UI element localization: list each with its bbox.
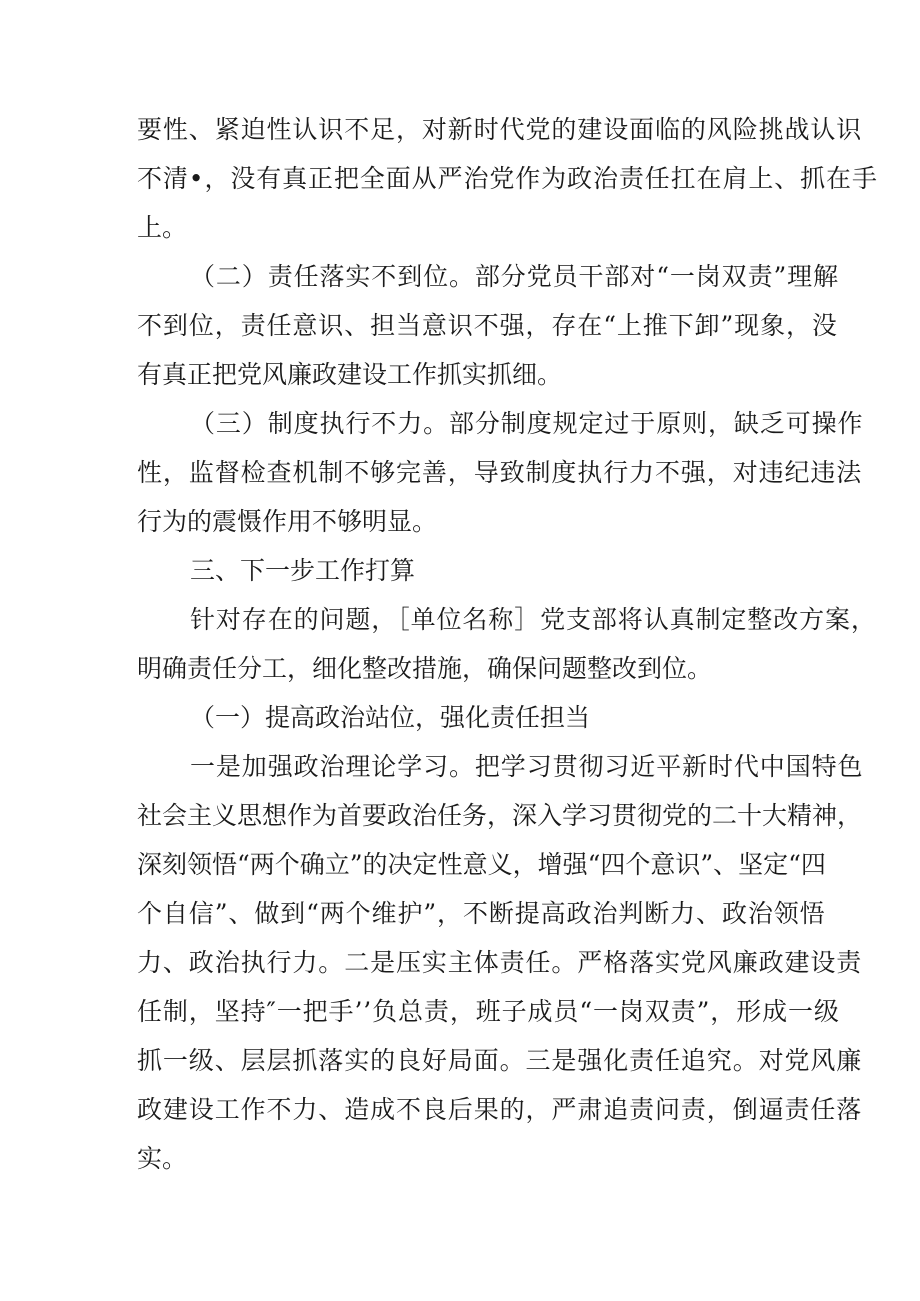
text-line-11: 针对存在的问题，［单位名称］党支部将认真制定整改方案，	[190, 605, 877, 634]
text-line-21: 政建设工作不力、造成不良后果的，严肃追责问责，倒逼责任落	[137, 1095, 863, 1124]
text-line-7: （三）制度执行不力。部分制度规定过于原则，缺乏可操作	[190, 409, 864, 438]
text-line-3: 上。	[137, 213, 188, 242]
text-line-9: 行为的震慑作用不够明显。	[137, 507, 438, 536]
text-line-22: 实。	[137, 1144, 188, 1173]
text-line-17: 个自信”、做到“两个维护”，不断提高政治判断力、政治领悟	[137, 899, 826, 928]
text-line-12: 明确责任分工，细化整改措施，确保问题整改到位。	[137, 654, 713, 683]
subsection-heading-1: （一）提高政治站位，强化责任担当	[190, 703, 591, 732]
text-line-8: 性，监督检查机制不够完善，导致制度执行力不强，对违纪违法	[137, 458, 863, 487]
text-line-19: 任制，坚持″一把手’’负总责，班子成员“一岗双责”，形成一级	[137, 997, 840, 1026]
text-line-5: 不到位，责任意识、担当意识不强，存在“上推下卸”现象，没	[137, 311, 838, 340]
text-line-16: 深刻领悟“两个确立”的决定性意义，增强“四个意识”、坚定“四	[137, 850, 826, 879]
text-line-15: 社会主义思想作为首要政治任务，深入学习贯彻党的二十大精神，	[137, 801, 863, 830]
text-line-6: 有真正把党风廉政建设工作抓实抓细。	[137, 360, 563, 389]
section-heading-3: 三、下一步工作打算	[190, 556, 416, 585]
text-line-14: 一是加强政治理论学习。把学习贯彻习近平新时代中国特色	[190, 752, 864, 781]
text-line-1: 要性、紧迫性认识不足，对新时代党的建设面临的风险挑战认识	[137, 115, 863, 144]
text-line-2: 不清•，没有真正把全面从严治党作为政治责任扛在肩上、抓在手	[137, 164, 878, 193]
text-line-18: 力、政治执行力。二是压实主体责任。严格落实党风廉政建设责	[137, 948, 863, 977]
text-line-20: 抓一级、层层抓落实的良好局面。三是强化责任追究。对党风廉	[137, 1046, 863, 1075]
text-line-4: （二）责任落实不到位。部分党员干部对“一岗双责”理解	[190, 262, 839, 291]
